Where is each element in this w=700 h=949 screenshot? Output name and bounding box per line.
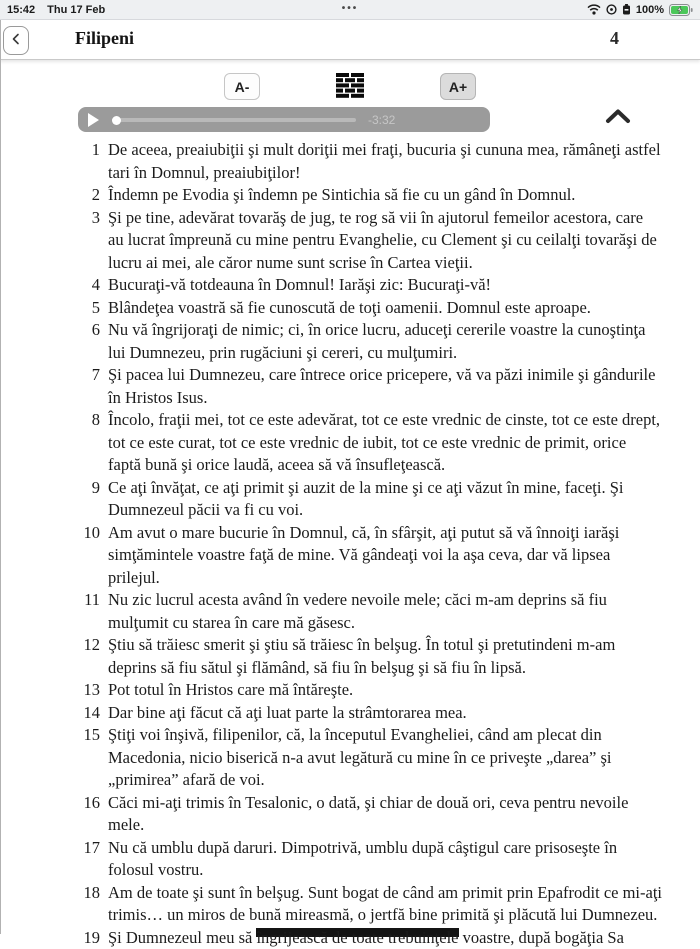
- status-bar: [0, 0, 700, 20]
- verse-text: Pot totul în Hristos care mă întăreşte.: [108, 679, 662, 702]
- verse-number: 15: [0, 724, 100, 792]
- verse-row[interactable]: [0, 837, 700, 882]
- verse-text: De aceea, preaiubiţii şi mult doriţii mei fraţi, bucuria şi cununa mea, rămâneţi astfel tari în Domnul, preaiubiţilor!: [108, 139, 662, 184]
- chevron-up-icon: [605, 112, 631, 127]
- verse-number: 3: [0, 207, 100, 275]
- verse-number: 2: [0, 184, 100, 207]
- verse-row[interactable]: [0, 589, 700, 634]
- verse-text: Dar bine aţi făcut că aţi luat parte la strâmtorarea mea.: [108, 702, 662, 725]
- verse-text: Am avut o mare bucurie în Domnul, că, în sfârşit, aţi putut să vă înnoiţi iarăşi simţămintele voastre faţă de mine. Vă gândeaţi voi la aşa ceva, dar vă lipsea prilejul.: [108, 522, 662, 590]
- date: Thu 17 Feb: [47, 4, 105, 16]
- collapse-panel-button[interactable]: [605, 108, 631, 127]
- highlighted-phrase[interactable]: îngrijească de toate trebuinţele: [256, 928, 458, 947]
- decrease-font-button[interactable]: A-: [224, 73, 260, 100]
- verse-row[interactable]: [0, 207, 700, 275]
- verse-text: Nu că umblu după daruri. Dimpotrivă, umblu după câştigul care prisoseşte în folosul vostru.: [108, 837, 662, 882]
- book-title: Filipeni: [75, 28, 134, 49]
- verse-number: 13: [0, 679, 100, 702]
- verse-text: Încolo, fraţii mei, tot ce este adevărat, tot ce este vrednic de cinste, tot ce este drept, tot ce este curat, tot ce este vrednic de iubit, tot ce este vrednic de primit, orice faptă bună şi orice laudă, aceea să vă însufleţească.: [108, 409, 662, 477]
- wifi-icon: [587, 4, 601, 15]
- battery-percent: 100%: [636, 4, 664, 16]
- verse-number: 7: [0, 364, 100, 409]
- play-button[interactable]: [88, 113, 100, 127]
- verse-row[interactable]: [0, 477, 700, 522]
- verse-number: 12: [0, 634, 100, 679]
- verse-number: 5: [0, 297, 100, 320]
- verse-row[interactable]: [0, 927, 700, 949]
- verse-number: 11: [0, 589, 100, 634]
- verse-text: Ştiţi voi înşivă, filipenilor, că, la începutul Evangheliei, când am plecat din Macedonia, nicio biserică n-a avut legătură cu mine în ce priveşte „darea” şi „primirea” afară de voi.: [108, 724, 662, 792]
- brick-text-icon: [336, 73, 364, 101]
- verse-text: Ştiu să trăiesc smerit şi ştiu să trăiesc în belşug. În totul şi pretutindeni m-am deprins să fiu sătul şi flămând, să fiu în belşug şi să fiu în lipsă.: [108, 634, 662, 679]
- verse-number: 9: [0, 477, 100, 522]
- verse-row[interactable]: [0, 409, 700, 477]
- verse-row[interactable]: [0, 724, 700, 792]
- slider-thumb[interactable]: [112, 116, 121, 125]
- verse-number: 14: [0, 702, 100, 725]
- verse-row[interactable]: [0, 319, 700, 364]
- verse-row[interactable]: [0, 297, 700, 320]
- remaining-time: -3:32: [368, 113, 395, 127]
- audio-player[interactable]: [78, 107, 490, 132]
- verse-text: Blândeţea voastră să fie cunoscută de toţi oamenii. Domnul este aproape.: [108, 297, 662, 320]
- verse-row[interactable]: [0, 702, 700, 725]
- verse-text: Nu zic lucrul acesta având în vedere nevoile mele; căci m-am deprins să fiu mulţumit cu starea în care mă găsesc.: [108, 589, 662, 634]
- verse-row[interactable]: [0, 634, 700, 679]
- verse-row[interactable]: [0, 792, 700, 837]
- verse-number: 1: [0, 139, 100, 184]
- verse-row[interactable]: [0, 139, 700, 184]
- verse-text: Am de toate şi sunt în belşug. Sunt bogat de când am primit prin Epafrodit ce mi-aţi trimis… un miros de bună mireasmă, o jertfă bine primită şi plăcută lui Dumnezeu.: [108, 882, 662, 927]
- back-button[interactable]: [3, 26, 29, 55]
- slider-track: [112, 118, 356, 122]
- verse-row[interactable]: [0, 364, 700, 409]
- verse-row[interactable]: [0, 274, 700, 297]
- verse-list: [0, 139, 700, 949]
- verse-text: Bucuraţi-vă totdeauna în Domnul! Iarăşi zic: Bucuraţi-vă!: [108, 274, 662, 297]
- verse-text: Şi pe tine, adevărat tovarăş de jug, te rog să vii în ajutorul femeilor acestora, care au lucrat împreună cu mine pentru Evanghelie, cu Clement şi cu ceilalţi tovarăşi de lucru ai mei, ale căror nume sunt scrise în Cartea vieţii.: [108, 207, 662, 275]
- verse-number: 16: [0, 792, 100, 837]
- verse-text: Nu vă îngrijoraţi de nimic; ci, în orice lucru, aduceţi cererile voastre la cunoştinţa lui Dumnezeu, prin rugăciuni şi cereri, cu mulţumiri.: [108, 319, 662, 364]
- audio-progress-slider[interactable]: [112, 113, 356, 127]
- verse-text: Îndemn pe Evodia şi îndemn pe Sintichia să fie cu un gând în Domnul.: [108, 184, 662, 207]
- verse-row[interactable]: [0, 184, 700, 207]
- verse-number: 10: [0, 522, 100, 590]
- verse-text: Şi Dumnezeul meu să îngrijească de toate trebuinţele voastre, după bogăţia Sa: [108, 927, 662, 949]
- verse-row[interactable]: [0, 679, 700, 702]
- font-toolbar: [0, 73, 700, 100]
- increase-font-button[interactable]: A+: [440, 73, 476, 100]
- chapter-number: 4: [610, 28, 619, 49]
- play-icon: [88, 113, 99, 127]
- multitask-dots-icon: •••: [342, 3, 359, 14]
- verse-number: 18: [0, 882, 100, 927]
- verse-number: 19: [0, 927, 100, 949]
- verse-number: 8: [0, 409, 100, 477]
- text-layout-button[interactable]: [336, 73, 364, 101]
- verse-row[interactable]: [0, 522, 700, 590]
- verse-number: 17: [0, 837, 100, 882]
- verse-text: Şi pacea lui Dumnezeu, care întrece orice pricepere, vă va păzi inimile şi gândurile în Hristos Isus.: [108, 364, 662, 409]
- page-left-edge: [0, 20, 1, 934]
- verse-number: 6: [0, 319, 100, 364]
- verse-number: 4: [0, 274, 100, 297]
- verse-row[interactable]: [0, 882, 700, 927]
- verse-text: Ce aţi învăţat, ce aţi primit şi auzit de la mine şi ce aţi văzut în mine, faceţi. Şi Dumnezeul păcii va fi cu voi.: [108, 477, 662, 522]
- verse-text: Căci mi-aţi trimis în Tesalonic, o dată, şi chiar de două ori, ceva pentru nevoile mele.: [108, 792, 662, 837]
- audio-row: [0, 107, 700, 132]
- header: [0, 20, 700, 60]
- accessory-battery-icon: [622, 4, 631, 15]
- back-chevron-icon: [11, 33, 21, 48]
- rotation-lock-icon: [606, 4, 617, 15]
- clock: 15:42: [7, 4, 35, 16]
- battery-charging-icon: [669, 4, 693, 16]
